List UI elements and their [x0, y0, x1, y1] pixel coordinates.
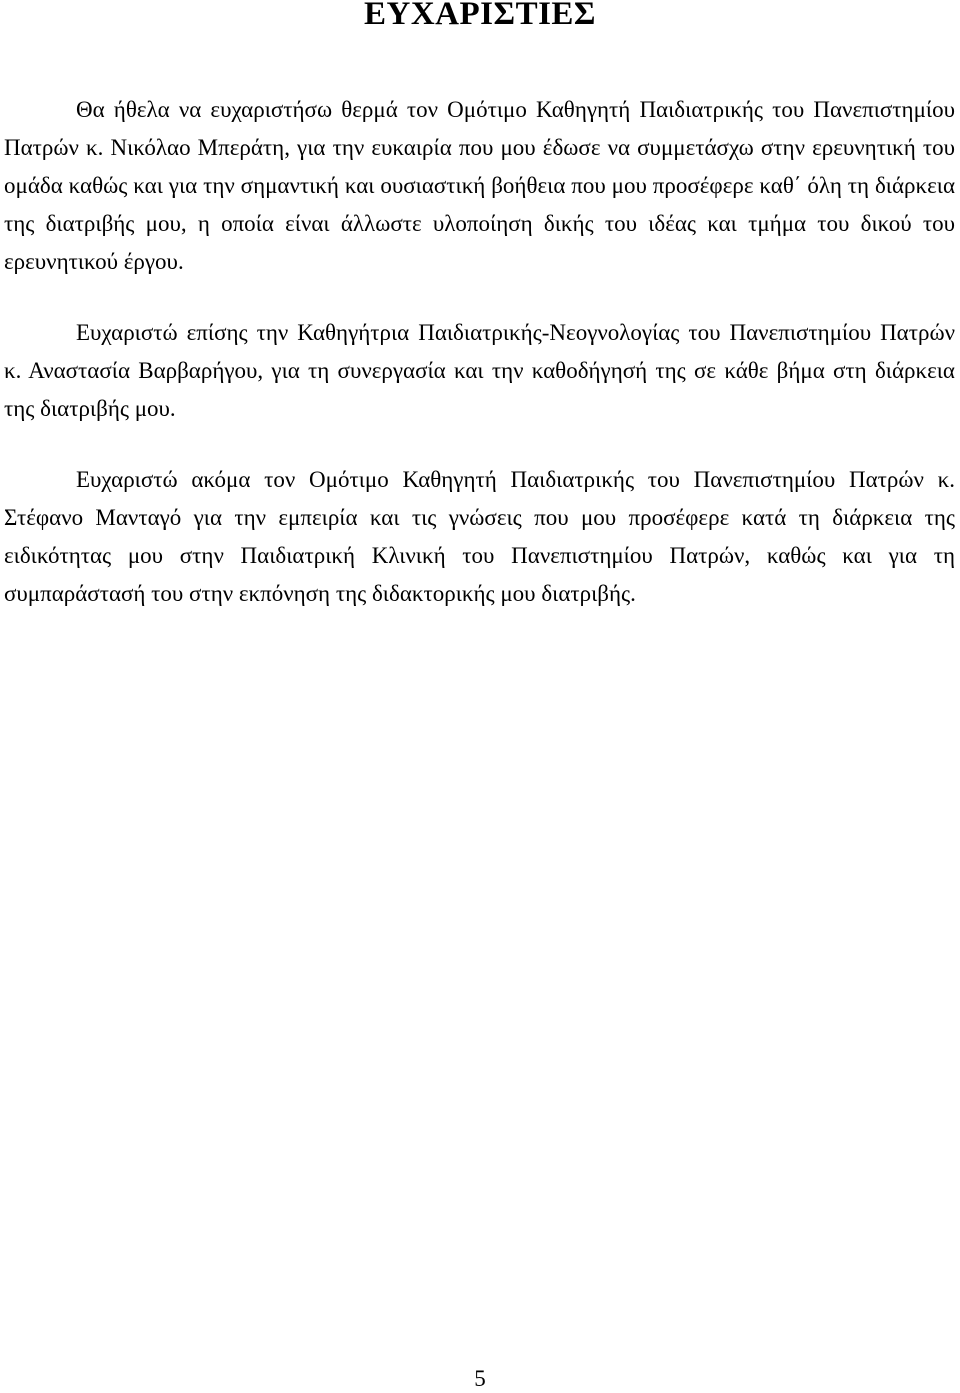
- page-number: 5: [474, 1366, 486, 1391]
- acknowledgement-paragraph-2: Ευχαριστώ επίσης την Καθηγήτρια Παιδιατρικής-Νεογνολογίας του Πανεπιστημίου Πατρών κ. Αναστασία Βαρβαρήγου, για τη συνεργασία και την καθοδήγησή της σε κάθε βήμα στη διάρκεια της διατριβής μου.: [4, 320, 955, 421]
- acknowledgement-paragraph-3: Ευχαριστώ ακόμα τον Ομότιμο Καθηγητή Παιδιατρικής του Πανεπιστημίου Πατρών κ. Στέφανο Μανταγό για την εμπειρία και τις γνώσεις που μου προσέφερε κατά τη διάρκεια της ειδικότητας μου στην Παιδιατρική Κλινική του Πανεπιστημίου Πατρών, καθώς και για τη συμπαράστασή του στην εκπόνηση της διδακτορικής μου διατριβής.: [4, 467, 955, 606]
- page-title: ΕΥΧΑΡΙΣΤΙΕΣ: [363, 0, 597, 32]
- acknowledgement-paragraph-1: Θα ήθελα να ευχαριστήσω θερμά τον Ομότιμο Καθηγητή Παιδιατρικής του Πανεπιστημίου Πατρών κ. Νικόλαο Μπεράτη, για την ευκαιρία που μου έδωσε να συμμετάσχω στην ερευνητική του ομάδα καθώς και για την σημαντική και ουσιαστική βοήθεια που μου προσέφερε καθ΄ όλη τη διάρκεια της διατριβής μου, η οποία είναι άλλωστε υλοποίηση δικής του ιδέας και τμήμα του δικού του ερευνητικού έργου.: [4, 97, 955, 274]
- document-body: [4, 91, 955, 646]
